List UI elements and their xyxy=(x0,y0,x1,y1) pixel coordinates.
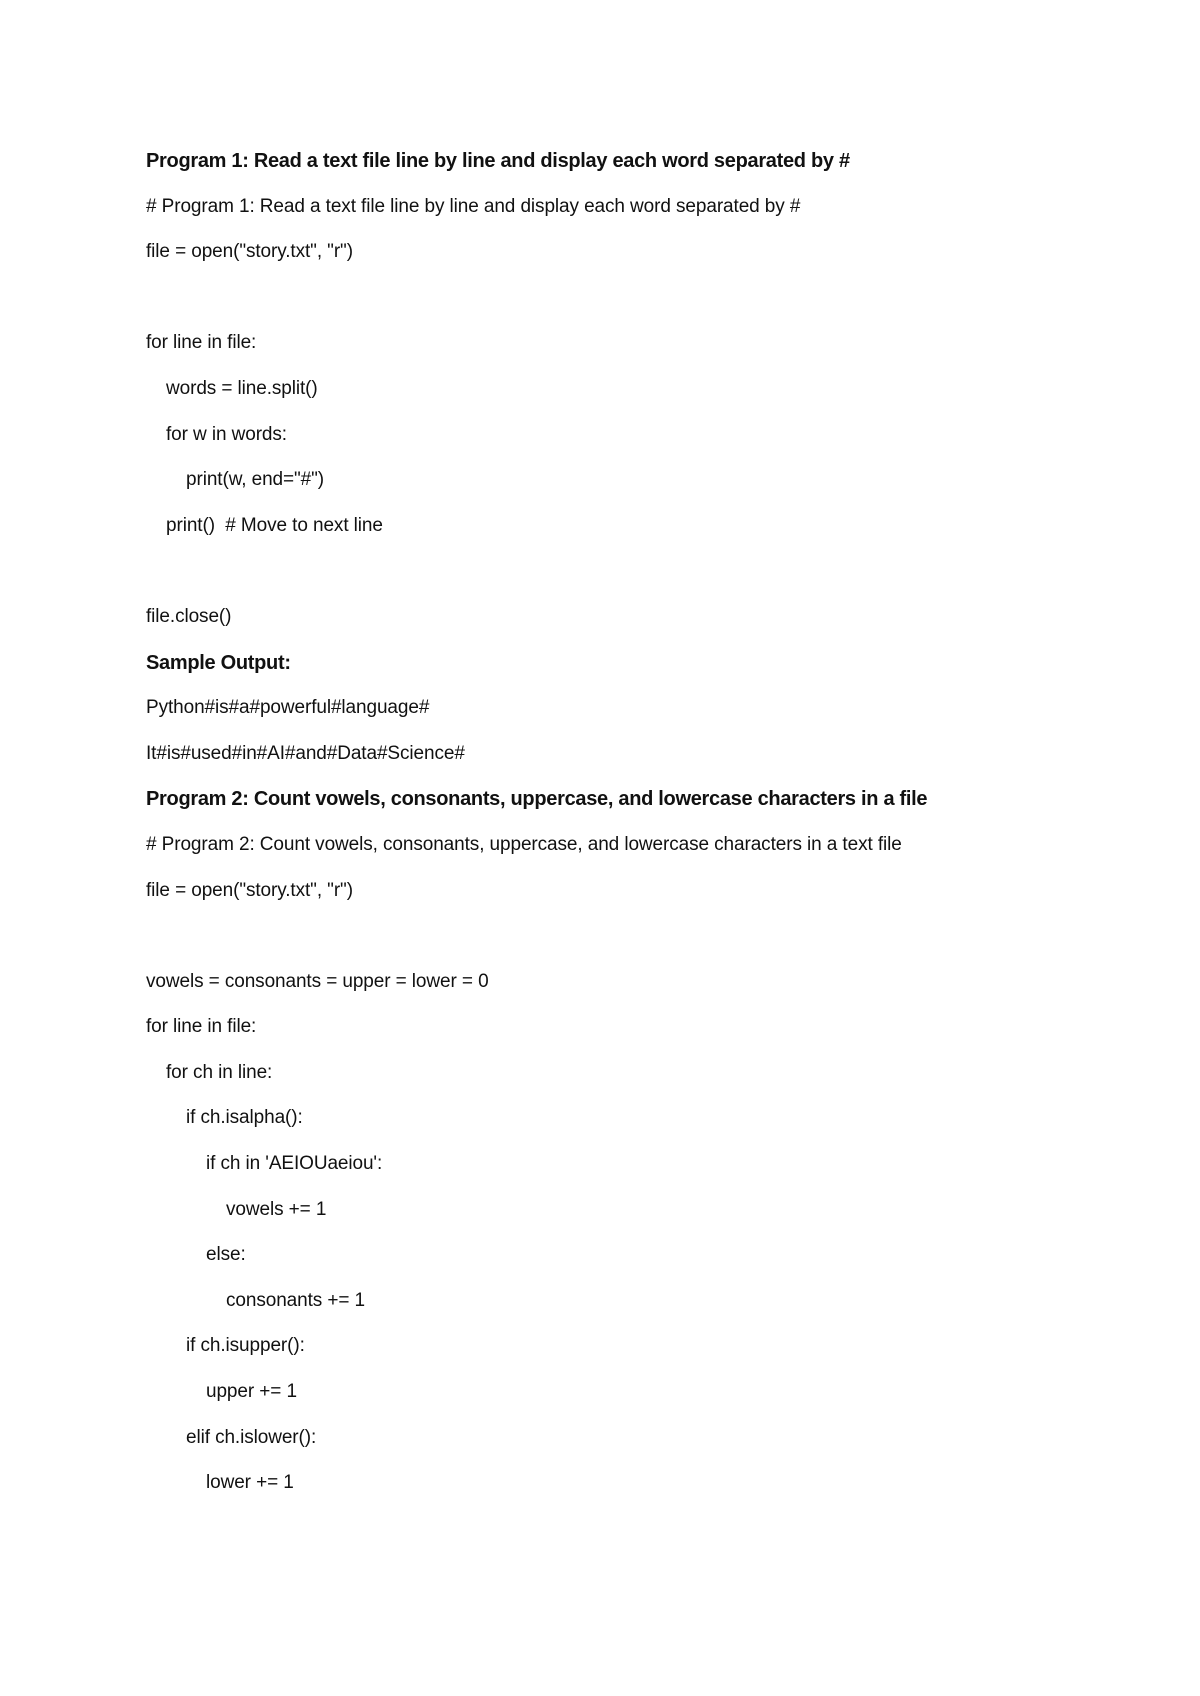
program2-heading: Program 2: Count vowels, consonants, uppercase, and lowercase characters in a file xyxy=(146,788,928,811)
program2-isupper-line: if ch.isupper(): xyxy=(186,1335,305,1357)
program1-for-line: for line in file: xyxy=(146,332,257,354)
program1-open-line: file = open("story.txt", "r") xyxy=(146,241,353,263)
program1-for-w-line: for w in words: xyxy=(166,423,287,445)
program2-else-line: else: xyxy=(206,1244,246,1266)
program2-init-line: vowels = consonants = upper = lower = 0 xyxy=(146,970,489,992)
program2-islower-line: elif ch.islower(): xyxy=(186,1426,317,1448)
document-body xyxy=(146,142,1106,1510)
program1-print-newline: print() # Move to next line xyxy=(166,514,383,536)
program2-open-line: file = open("story.txt", "r") xyxy=(146,879,353,901)
program2-comment-line: # Program 2: Count vowels, consonants, uppercase, and lowercase characters in a text file xyxy=(146,833,902,855)
sample-output-line-2: It#is#used#in#AI#and#Data#Science# xyxy=(146,742,465,764)
blank-line xyxy=(146,279,1106,325)
program2-consonants-inc-line: consonants += 1 xyxy=(226,1289,365,1311)
program1-print-w-line: print(w, end="#") xyxy=(186,469,324,491)
sample-output-label: Sample Output: xyxy=(146,651,291,674)
program1-close-line: file.close() xyxy=(146,605,232,627)
program2-for-ch-line: for ch in line: xyxy=(166,1061,273,1083)
sample-output-line-1: Python#is#a#powerful#language# xyxy=(146,697,430,719)
program2-isalpha-line: if ch.isalpha(): xyxy=(186,1107,303,1129)
program1-comment-line: # Program 1: Read a text file line by line and display each word separated by # xyxy=(146,195,801,217)
program2-in-vowels-line: if ch in 'AEIOUaeiou': xyxy=(206,1153,383,1175)
program1-heading: Program 1: Read a text file line by line and display each word separated by # xyxy=(146,150,850,172)
blank-line xyxy=(146,917,1106,963)
program1-split-line: words = line.split() xyxy=(166,377,318,399)
program2-vowels-inc-line: vowels += 1 xyxy=(226,1198,327,1220)
blank-line xyxy=(146,552,1106,598)
program2-for-line: for line in file: xyxy=(146,1016,257,1038)
program2-lower-inc-line: lower += 1 xyxy=(206,1472,294,1494)
program2-upper-inc-line: upper += 1 xyxy=(206,1381,297,1403)
